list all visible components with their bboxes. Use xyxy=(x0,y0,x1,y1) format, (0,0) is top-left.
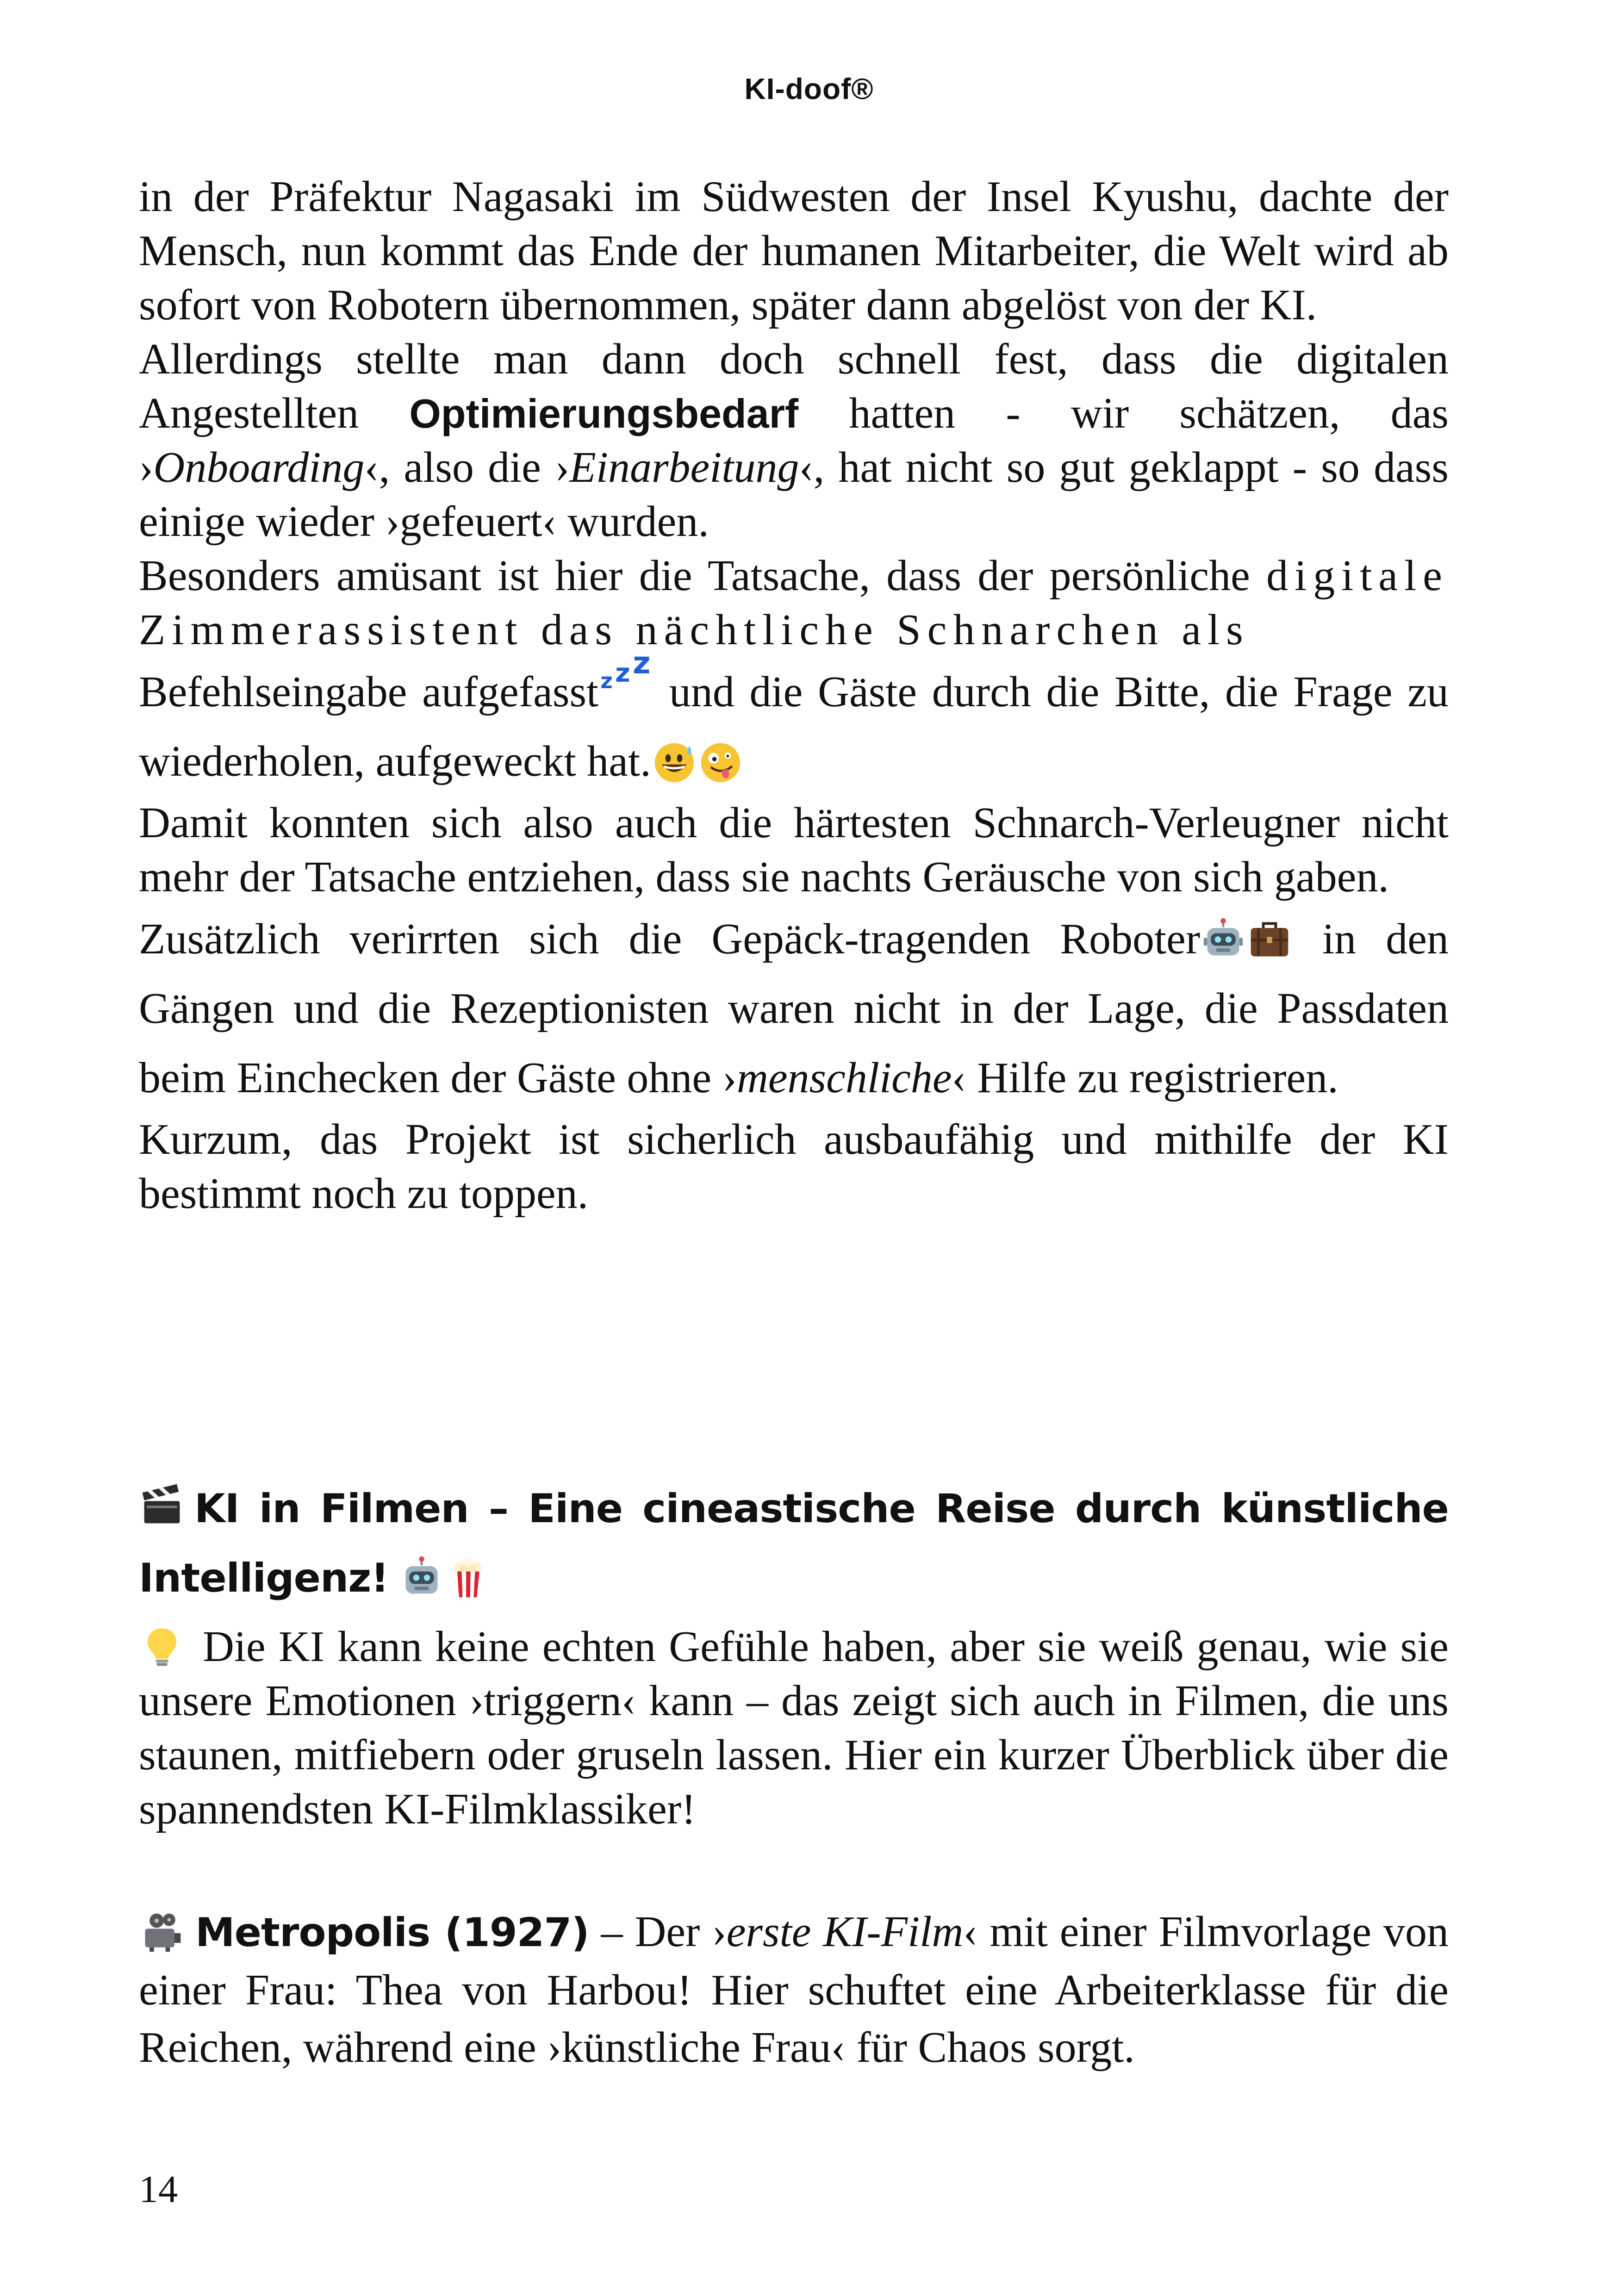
paragraph-optimization: Allerdings stellte man dann doch schnell fest, dass die digitalen Angestellten Optimierungsbedarf hatten - wir schätzen, das ›Onboarding‹, also die ›Einarbeitung‹, hat nicht so gut geklappt - so dass einige wieder ›gefeuert‹ wurden. xyxy=(139,335,1449,546)
running-header: KI-doof® xyxy=(744,72,874,106)
clapper-board-emoji xyxy=(140,1483,184,1528)
popcorn-emoji xyxy=(446,1556,490,1600)
page-number: 14 xyxy=(139,2168,178,2211)
light-bulb-emoji xyxy=(140,1625,184,1669)
italic-erste-ki-film: erste KI-Film xyxy=(726,1908,964,1956)
suitcase-emoji xyxy=(1247,917,1292,962)
grinning-sweat-emoji xyxy=(652,740,697,784)
paragraph-luggage-robots: Zusätzlich verirrten sich die Gepäck-tragenden Roboter in den Gängen und die Rezeptionisten waren nicht in der Lage, die Passdaten beim Einchecken der Gäste ohne ›menschliche‹ Hilfe zu registrieren. xyxy=(139,915,1449,1102)
italic-menschliche: menschliche xyxy=(736,1054,952,1102)
paragraph-snoring-continued: Befehlseingabe aufgefasst z z z und die Gäste durch die Bitte, die Frage zu wiederholen, aufgeweckt hat. xyxy=(139,645,1449,785)
robot-emoji xyxy=(399,1556,444,1600)
section-heading: KI in Filmen – Eine cineastische Reise durch künstliche Intelligenz! xyxy=(139,1474,1449,1613)
body-text-block-1 xyxy=(139,170,1449,1221)
paragraph-hotel-intro: in der Präfektur Nagasaki im Südwesten der Insel Kyushu, dachte der Mensch, nun kommt das Ende der humanen Mitarbeiter, die Welt wird ab sofort von Robotern übernommen, später dann abgelöst von der KI. xyxy=(139,173,1449,329)
body-text-block-2: Die KI kann keine echten Gefühle haben, aber sie weiß genau, wie sie unsere Emotionen ›triggern‹ kann – das zeigt sich auch in Filmen, die uns staunen, mitfiebern oder gruseln lassen. Hier ein kurzer Überblick über die spannendsten KI-Filmklassiker! xyxy=(139,1623,1449,1833)
bold-optimierungsbedarf: Optimierungsbedarf xyxy=(409,391,799,436)
paragraph-conclusion: Kurzum, das Projekt ist sicherlich ausbaufähig und mithilfe der KI bestimmt noch zu toppen. xyxy=(139,1115,1449,1218)
spaced-text-line: digitale Zimmerassistent das nächtliche Schnarchen als xyxy=(139,552,1449,654)
italic-einarbeitung: Einarbeitung xyxy=(569,443,799,492)
body-text-block-3: Metropolis (1927) – Der ›erste KI-Film‹ mit einer Filmvorlage von einer Frau: Thea von Harbou! Hier schuftet eine Arbeiterklasse für die Reichen, während eine ›künstliche Frau‹ für Chaos sorgt. xyxy=(139,1908,1449,2072)
paragraph-snoring: Besonders amüsant ist hier die Tatsache, dass der persönliche digitale Zimmerassistent das nächtliche Schnarchen als xyxy=(139,552,1449,654)
film-projector-emoji xyxy=(140,1910,184,1954)
paragraph-denial: Damit konnten sich also auch die härtesten Schnarch-Verleugner nicht mehr der Tatsache entziehen, dass sie nachts Geräusche von sich gaben. xyxy=(139,799,1449,901)
robot-emoji xyxy=(1201,917,1245,962)
sleep-zzz-icon: z z z xyxy=(600,645,651,693)
italic-onboarding: Onboarding xyxy=(153,443,365,492)
film-title-metropolis: Metropolis (1927) xyxy=(195,1910,589,1956)
zany-face-emoji xyxy=(698,740,743,784)
